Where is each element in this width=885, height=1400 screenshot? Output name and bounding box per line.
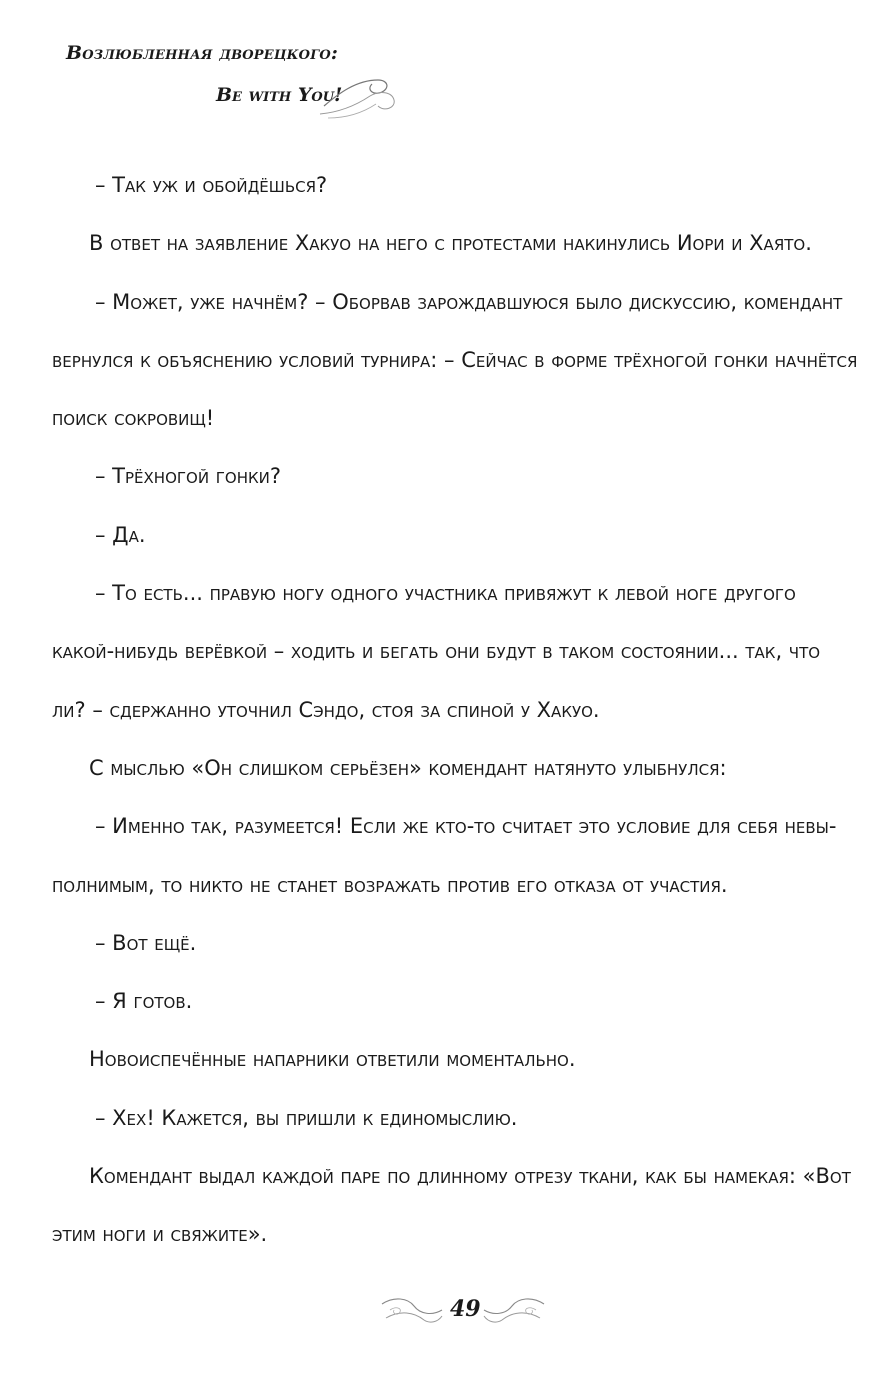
paragraph: – Так уж и обойдёшься? [95, 173, 328, 197]
body-text [52, 156, 860, 1264]
book-subtitle: Be with You! [216, 84, 343, 106]
paragraph: – То есть... правую ногу одного участника привяжут к левой ноге другого какой-нибудь верёвкой – ходить и бегать они будут в таком состоянии... так, что ли? – сдержанно уточнил Сэндо, стоя за спиной у Хакуо. [52, 581, 821, 722]
paragraph: – Да. [95, 522, 146, 547]
paragraph: – Вот ещё. [95, 930, 197, 955]
paragraph: Новоиспечённые напарники ответили моментально. [89, 1047, 576, 1072]
page-footer [380, 1288, 545, 1332]
flourish-right-icon [480, 1290, 546, 1330]
book-title: Возлюбленная дворецкого: [66, 42, 339, 64]
paragraph: – Трёхногой гонки? [95, 464, 281, 489]
paragraph: – Я готов. [95, 989, 193, 1014]
paragraph: С мыслью «Он слишком серьёзен» комендант натянуто улыбнулся: [89, 755, 727, 780]
paragraph: – Именно так, разумеется! Если же кто-то считает это условие для себя невыполнимым, то никто не станет возражать против его отказа от участия. [52, 814, 837, 897]
flourish-ornament-icon [318, 74, 398, 124]
paragraph: Комендант выдал каждой паре по длинному отрезу ткани, как бы намекая: «Вот этим ноги и свяжите». [52, 1164, 851, 1247]
running-header [66, 38, 446, 128]
paragraph: – Может, уже начнём? – Оборвав зарождавшуюся было дискуссию, комендант вернулся к объяснению условий турнира: – Сейчас в форме трёхногой гонки начнётся поиск сокровищ! [52, 289, 858, 431]
page-number: 49 [450, 1296, 481, 1322]
flourish-left-icon [380, 1290, 446, 1330]
paragraph: В ответ на заявление Хакуо на него с протестами накинулись Иори и Хаято. [89, 231, 812, 256]
paragraph: – Хех! Кажется, вы пришли к единомыслию. [95, 1105, 518, 1130]
